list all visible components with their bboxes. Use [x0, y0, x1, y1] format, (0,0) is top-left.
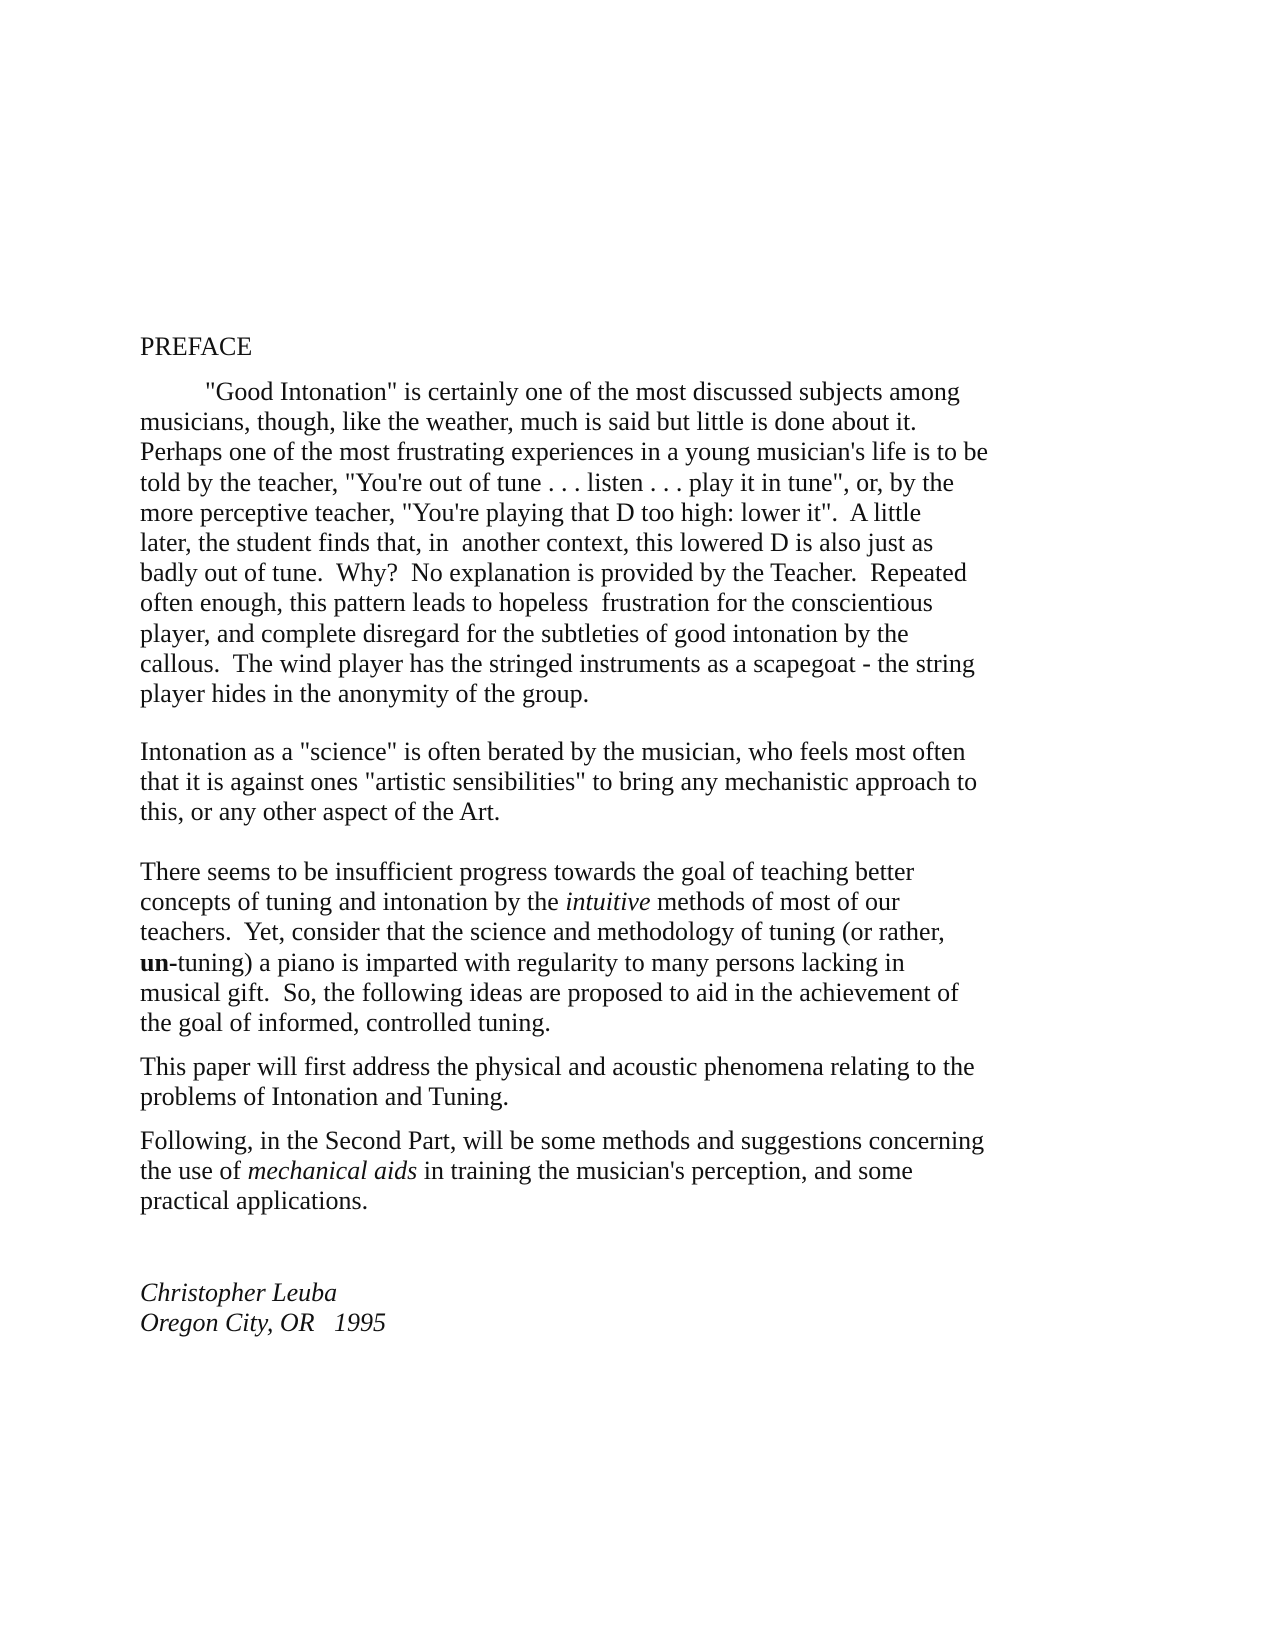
- paragraph-5-line: [140, 1126, 984, 1156]
- text-segment: practical applications.: [140, 1186, 369, 1216]
- text-segment: un-: [140, 947, 178, 977]
- paragraph-1-line: [140, 649, 975, 679]
- paragraph-2-line: [140, 767, 977, 797]
- text-segment: tuning) a piano is imparted with regularity to many persons lacking in: [177, 947, 905, 977]
- paragraph-1-line: [140, 498, 921, 528]
- text-segment: mechanical aids: [247, 1156, 418, 1186]
- text-segment: the goal of informed, controlled tuning.: [140, 1008, 551, 1037]
- paragraph-2-line: [140, 797, 500, 827]
- paragraph-3-line: [140, 917, 945, 947]
- paragraph-3-line: [140, 978, 959, 1008]
- text-segment: told by the teacher, "You're out of tune . . . listen . . . play it in tune", or, by the: [140, 467, 955, 497]
- paragraph-3-line: [140, 887, 900, 917]
- text-segment: concepts of tuning and intonation by the: [140, 887, 566, 917]
- text-segment: callous. The wind player has the stringed instruments as a scapegoat - the string: [140, 648, 975, 678]
- paragraph-1-line: [140, 407, 917, 437]
- text-segment: problems of Intonation and Tuning.: [140, 1082, 510, 1112]
- text-segment: more perceptive teacher, "You're playing that D too high: lower it". A little: [140, 497, 922, 527]
- text-segment: methods of most of our: [650, 887, 900, 917]
- paragraph-4-line: [140, 1082, 509, 1112]
- paragraph-3-line: [140, 948, 905, 978]
- author-name: Christopher Leuba: [140, 1278, 338, 1307]
- text-segment: player hides in the anonymity of the group.: [140, 679, 590, 708]
- text-segment: in training the musician's perception, and some: [417, 1156, 913, 1186]
- paragraph-5-line: [140, 1156, 913, 1186]
- paragraph-1-line: [140, 588, 933, 618]
- paragraph-4-line: [140, 1052, 975, 1082]
- text-segment: Following, in the Second Part, will be some methods and suggestions concerning: [140, 1126, 985, 1155]
- text-segment: musicians, though, like the weather, much is said but little is done about it.: [140, 407, 917, 437]
- paragraph-1-line: [140, 528, 933, 558]
- text-segment: the use of: [140, 1156, 248, 1186]
- preface-heading: PREFACE: [140, 332, 253, 361]
- paragraph-1-line: [140, 437, 988, 467]
- paragraph-1-line: [140, 679, 589, 709]
- place-date: Oregon City, OR 1995: [140, 1308, 387, 1337]
- text-segment: often enough, this pattern leads to hopeless frustration for the conscientious: [140, 588, 933, 618]
- text-segment: player, and complete disregard for the subtleties of good intonation by the: [140, 618, 909, 648]
- text-segment: this, or any other aspect of the Art.: [140, 797, 501, 827]
- paragraph-5-line: [140, 1186, 368, 1216]
- text-segment: teachers. Yet, consider that the science and methodology of tuning (or rather,: [140, 917, 945, 947]
- text-segment: Perhaps one of the most frustrating experiences in a young musician's life is to be: [140, 437, 989, 467]
- paragraph-3-line: [140, 1008, 551, 1038]
- text-segment: that it is against ones "artistic sensibilities" to bring any mechanistic approach to: [140, 767, 978, 797]
- text-segment: musical gift. So, the following ideas are proposed to aid in the achievement of: [140, 977, 959, 1007]
- paragraph-1-line: [140, 619, 909, 649]
- text-segment: later, the student finds that, in another context, this lowered D is also just as: [140, 528, 934, 557]
- text-segment: "Good Intonation" is certainly one of the most discussed subjects among: [205, 377, 960, 406]
- text-segment: There seems to be insufficient progress towards the goal of teaching better: [140, 857, 915, 886]
- text-segment: badly out of tune. Why? No explanation is provided by the Teacher. Repeated: [140, 558, 967, 588]
- text-segment: This paper will first address the physical and acoustic phenomena relating to the: [140, 1052, 975, 1081]
- paragraph-3-line: [140, 857, 914, 887]
- paragraph-1-line: [205, 377, 960, 407]
- paragraph-2-line: [140, 737, 966, 767]
- paragraph-1-line: [140, 468, 954, 498]
- text-segment: Intonation as a "science" is often berated by the musician, who feels most often: [140, 737, 966, 766]
- text-segment: intuitive: [565, 887, 651, 917]
- paragraph-1-line: [140, 558, 967, 588]
